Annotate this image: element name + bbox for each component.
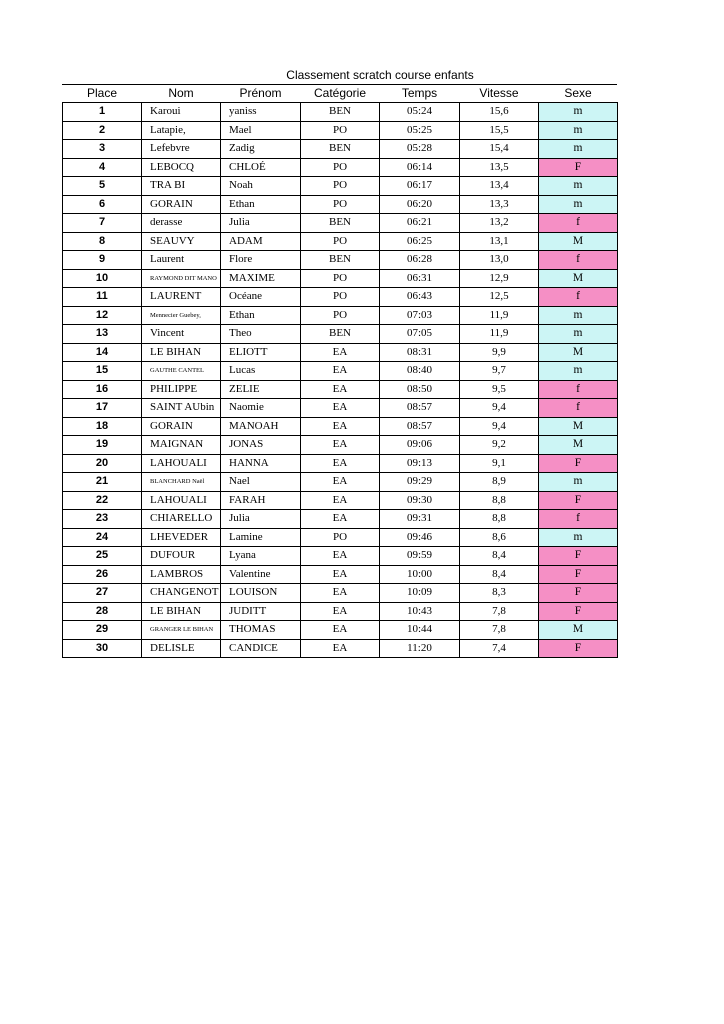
temps-cell: 09:29 [380, 473, 460, 492]
categorie-cell: PO [301, 288, 380, 307]
sexe-cell: M [539, 621, 618, 640]
place-cell: 21 [63, 473, 142, 492]
table-row [63, 565, 618, 584]
place-cell: 17 [63, 399, 142, 418]
sexe-cell: m [539, 195, 618, 214]
temps-cell: 06:17 [380, 177, 460, 196]
nom-cell: LAHOUALI [142, 491, 221, 510]
place-cell: 28 [63, 602, 142, 621]
prenom-cell: ELIOTT [221, 343, 301, 362]
prenom-cell: Noah [221, 177, 301, 196]
vitesse-cell: 9,2 [460, 436, 539, 455]
table-header [63, 85, 618, 103]
nom-cell: Karoui [142, 103, 221, 122]
table-body [63, 103, 618, 658]
table-row [63, 140, 618, 159]
vitesse-cell: 11,9 [460, 306, 539, 325]
sexe-cell: F [539, 547, 618, 566]
prenom-cell: JUDITT [221, 602, 301, 621]
sexe-cell: F [539, 158, 618, 177]
nom-cell: PHILIPPE [142, 380, 221, 399]
prenom-cell: CHLOÉ [221, 158, 301, 177]
nom-cell: LEBOCQ [142, 158, 221, 177]
sexe-cell: M [539, 269, 618, 288]
sexe-cell: f [539, 380, 618, 399]
place-cell: 25 [63, 547, 142, 566]
categorie-cell: BEN [301, 214, 380, 233]
vitesse-cell: 13,4 [460, 177, 539, 196]
sexe-cell: f [539, 288, 618, 307]
prenom-cell: Mael [221, 121, 301, 140]
vitesse-cell: 9,5 [460, 380, 539, 399]
table-row [63, 306, 618, 325]
sexe-cell: m [539, 473, 618, 492]
table-row [63, 177, 618, 196]
categorie-cell: PO [301, 232, 380, 251]
nom-cell: Vincent [142, 325, 221, 344]
sexe-cell: F [539, 584, 618, 603]
sexe-cell: m [539, 306, 618, 325]
sexe-cell: f [539, 214, 618, 233]
table-row [63, 621, 618, 640]
categorie-cell: EA [301, 621, 380, 640]
table-row [63, 602, 618, 621]
nom-cell: LHEVEDER [142, 528, 221, 547]
table-row [63, 288, 618, 307]
place-cell: 10 [63, 269, 142, 288]
temps-cell: 08:31 [380, 343, 460, 362]
vitesse-cell: 8,6 [460, 528, 539, 547]
place-cell: 4 [63, 158, 142, 177]
categorie-cell: EA [301, 454, 380, 473]
categorie-cell: PO [301, 158, 380, 177]
temps-cell: 10:09 [380, 584, 460, 603]
place-cell: 20 [63, 454, 142, 473]
prenom-cell: MANOAH [221, 417, 301, 436]
nom-cell: MAIGNAN [142, 436, 221, 455]
nom-cell: RAYMOND DIT MANO [142, 269, 221, 288]
categorie-cell: EA [301, 639, 380, 658]
sexe-cell: m [539, 528, 618, 547]
nom-cell: CHANGENOT [142, 584, 221, 603]
sexe-cell: F [539, 565, 618, 584]
table-row [63, 214, 618, 233]
table-row [63, 417, 618, 436]
vitesse-cell: 11,9 [460, 325, 539, 344]
place-cell: 5 [63, 177, 142, 196]
nom-cell: GORAIN [142, 195, 221, 214]
prenom-cell: Naomie [221, 399, 301, 418]
table-row [63, 362, 618, 381]
categorie-cell: EA [301, 343, 380, 362]
categorie-cell: PO [301, 306, 380, 325]
nom-cell: CHIARELLO [142, 510, 221, 529]
temps-cell: 05:28 [380, 140, 460, 159]
nom-cell: Lefebvre [142, 140, 221, 159]
temps-cell: 08:50 [380, 380, 460, 399]
place-cell: 30 [63, 639, 142, 658]
table-row [63, 121, 618, 140]
table-row [63, 195, 618, 214]
table-row [63, 491, 618, 510]
temps-cell: 09:59 [380, 547, 460, 566]
nom-cell: SEAUVY [142, 232, 221, 251]
prenom-cell: Zadig [221, 140, 301, 159]
table-row [63, 399, 618, 418]
prenom-cell: Nael [221, 473, 301, 492]
place-cell: 19 [63, 436, 142, 455]
prenom-cell: yaniss [221, 103, 301, 122]
categorie-cell: BEN [301, 140, 380, 159]
categorie-cell: PO [301, 269, 380, 288]
sexe-cell: F [539, 454, 618, 473]
temps-cell: 06:28 [380, 251, 460, 270]
place-cell: 1 [63, 103, 142, 122]
table-row [63, 251, 618, 270]
temps-cell: 09:30 [380, 491, 460, 510]
sexe-cell: m [539, 177, 618, 196]
prenom-cell: Valentine [221, 565, 301, 584]
nom-cell: DELISLE [142, 639, 221, 658]
table-row [63, 547, 618, 566]
prenom-cell: ZELIE [221, 380, 301, 399]
prenom-cell: JONAS [221, 436, 301, 455]
header-prenom: Prénom [239, 86, 282, 100]
place-cell: 7 [63, 214, 142, 233]
categorie-cell: EA [301, 436, 380, 455]
table-row [63, 269, 618, 288]
place-cell: 8 [63, 232, 142, 251]
table-row [63, 325, 618, 344]
vitesse-cell: 15,4 [460, 140, 539, 159]
place-cell: 13 [63, 325, 142, 344]
vitesse-cell: 15,5 [460, 121, 539, 140]
sexe-cell: m [539, 362, 618, 381]
table-row [63, 232, 618, 251]
place-cell: 18 [63, 417, 142, 436]
temps-cell: 06:43 [380, 288, 460, 307]
header-nom: Nom [168, 86, 194, 100]
place-cell: 11 [63, 288, 142, 307]
categorie-cell: EA [301, 380, 380, 399]
vitesse-cell: 9,4 [460, 417, 539, 436]
temps-cell: 05:25 [380, 121, 460, 140]
place-cell: 12 [63, 306, 142, 325]
prenom-cell: Ethan [221, 195, 301, 214]
temps-cell: 07:03 [380, 306, 460, 325]
categorie-cell: EA [301, 417, 380, 436]
place-cell: 23 [63, 510, 142, 529]
categorie-cell: PO [301, 528, 380, 547]
temps-cell: 09:31 [380, 510, 460, 529]
temps-cell: 06:31 [380, 269, 460, 288]
vitesse-cell: 9,7 [460, 362, 539, 381]
nom-cell: Laurent [142, 251, 221, 270]
vitesse-cell: 7,8 [460, 621, 539, 640]
categorie-cell: EA [301, 510, 380, 529]
table-row [63, 103, 618, 122]
nom-cell: Mennecier Guebey, [142, 306, 221, 325]
place-cell: 6 [63, 195, 142, 214]
vitesse-cell: 7,4 [460, 639, 539, 658]
vitesse-cell: 8,4 [460, 565, 539, 584]
header-row [63, 85, 618, 103]
sexe-cell: M [539, 232, 618, 251]
vitesse-cell: 8,8 [460, 510, 539, 529]
vitesse-cell: 13,2 [460, 214, 539, 233]
vitesse-cell: 12,5 [460, 288, 539, 307]
vitesse-cell: 13,3 [460, 195, 539, 214]
temps-cell: 09:06 [380, 436, 460, 455]
nom-cell: LE BIHAN [142, 602, 221, 621]
sexe-cell: m [539, 121, 618, 140]
temps-cell: 10:44 [380, 621, 460, 640]
sexe-cell: M [539, 436, 618, 455]
vitesse-cell: 7,8 [460, 602, 539, 621]
place-cell: 29 [63, 621, 142, 640]
table-title: Classement scratch course enfants [286, 68, 474, 82]
nom-cell: GAUTHE CANTEL [142, 362, 221, 381]
temps-cell: 05:24 [380, 103, 460, 122]
prenom-cell: Océane [221, 288, 301, 307]
table-row [63, 158, 618, 177]
vitesse-cell: 12,9 [460, 269, 539, 288]
categorie-cell: BEN [301, 103, 380, 122]
vitesse-cell: 8,9 [460, 473, 539, 492]
vitesse-cell: 13,5 [460, 158, 539, 177]
categorie-cell: EA [301, 399, 380, 418]
temps-cell: 10:00 [380, 565, 460, 584]
table-row [63, 454, 618, 473]
header-temps: Temps [401, 86, 438, 100]
table-row [63, 473, 618, 492]
vitesse-cell: 8,3 [460, 584, 539, 603]
sexe-cell: m [539, 325, 618, 344]
sexe-cell: M [539, 343, 618, 362]
prenom-cell: CANDICE [221, 639, 301, 658]
nom-cell: derasse [142, 214, 221, 233]
place-cell: 24 [63, 528, 142, 547]
categorie-cell: PO [301, 121, 380, 140]
table-row [63, 510, 618, 529]
prenom-cell: Lyana [221, 547, 301, 566]
temps-cell: 06:21 [380, 214, 460, 233]
prenom-cell: MAXIME [221, 269, 301, 288]
categorie-cell: PO [301, 177, 380, 196]
temps-cell: 06:25 [380, 232, 460, 251]
place-cell: 27 [63, 584, 142, 603]
temps-cell: 09:46 [380, 528, 460, 547]
sexe-cell: F [539, 491, 618, 510]
sexe-cell: f [539, 399, 618, 418]
nom-cell: SAINT AUbin [142, 399, 221, 418]
prenom-cell: HANNA [221, 454, 301, 473]
table-row [63, 343, 618, 362]
categorie-cell: EA [301, 491, 380, 510]
prenom-cell: Julia [221, 214, 301, 233]
sexe-cell: m [539, 140, 618, 159]
sexe-cell: F [539, 602, 618, 621]
temps-cell: 08:57 [380, 399, 460, 418]
prenom-cell: Julia [221, 510, 301, 529]
prenom-cell: Flore [221, 251, 301, 270]
prenom-cell: Ethan [221, 306, 301, 325]
table-row [63, 436, 618, 455]
nom-cell: LE BIHAN [142, 343, 221, 362]
categorie-cell: EA [301, 547, 380, 566]
prenom-cell: ADAM [221, 232, 301, 251]
nom-cell: DUFOUR [142, 547, 221, 566]
vitesse-cell: 8,8 [460, 491, 539, 510]
place-cell: 26 [63, 565, 142, 584]
vitesse-cell: 9,1 [460, 454, 539, 473]
prenom-cell: THOMAS [221, 621, 301, 640]
sexe-cell: F [539, 639, 618, 658]
nom-cell: GORAIN [142, 417, 221, 436]
nom-cell: Latapie, [142, 121, 221, 140]
temps-cell: 10:43 [380, 602, 460, 621]
place-cell: 9 [63, 251, 142, 270]
prenom-cell: Theo [221, 325, 301, 344]
table-row [63, 584, 618, 603]
categorie-cell: EA [301, 362, 380, 381]
nom-cell: GRANGER LE BIHAN [142, 621, 221, 640]
vitesse-cell: 15,6 [460, 103, 539, 122]
place-cell: 14 [63, 343, 142, 362]
table-row [63, 528, 618, 547]
temps-cell: 09:13 [380, 454, 460, 473]
vitesse-cell: 9,4 [460, 399, 539, 418]
results-table [62, 85, 618, 658]
categorie-cell: PO [301, 195, 380, 214]
table-row [63, 639, 618, 658]
vitesse-cell: 9,9 [460, 343, 539, 362]
vitesse-cell: 8,4 [460, 547, 539, 566]
header-categorie: Catégorie [313, 86, 367, 100]
temps-cell: 06:20 [380, 195, 460, 214]
vitesse-cell: 13,1 [460, 232, 539, 251]
nom-cell: LAMBROS [142, 565, 221, 584]
sexe-cell: f [539, 510, 618, 529]
nom-cell: LAURENT [142, 288, 221, 307]
temps-cell: 06:14 [380, 158, 460, 177]
categorie-cell: EA [301, 602, 380, 621]
prenom-cell: FARAH [221, 491, 301, 510]
sexe-cell: m [539, 103, 618, 122]
categorie-cell: BEN [301, 251, 380, 270]
categorie-cell: EA [301, 565, 380, 584]
nom-cell: LAHOUALI [142, 454, 221, 473]
header-sexe: Sexe [564, 86, 592, 100]
nom-cell: BLANCHARD Naël [142, 473, 221, 492]
header-place: Place [86, 86, 118, 100]
temps-cell: 07:05 [380, 325, 460, 344]
place-cell: 2 [63, 121, 142, 140]
table-row [63, 380, 618, 399]
temps-cell: 08:57 [380, 417, 460, 436]
categorie-cell: EA [301, 584, 380, 603]
temps-cell: 08:40 [380, 362, 460, 381]
categorie-cell: BEN [301, 325, 380, 344]
place-cell: 15 [63, 362, 142, 381]
prenom-cell: LOUISON [221, 584, 301, 603]
place-cell: 16 [63, 380, 142, 399]
place-cell: 3 [63, 140, 142, 159]
sexe-cell: M [539, 417, 618, 436]
prenom-cell: Lamine [221, 528, 301, 547]
nom-cell: TRA BI [142, 177, 221, 196]
temps-cell: 11:20 [380, 639, 460, 658]
sexe-cell: f [539, 251, 618, 270]
place-cell: 22 [63, 491, 142, 510]
header-vitesse: Vitesse [479, 86, 519, 100]
vitesse-cell: 13,0 [460, 251, 539, 270]
categorie-cell: EA [301, 473, 380, 492]
prenom-cell: Lucas [221, 362, 301, 381]
